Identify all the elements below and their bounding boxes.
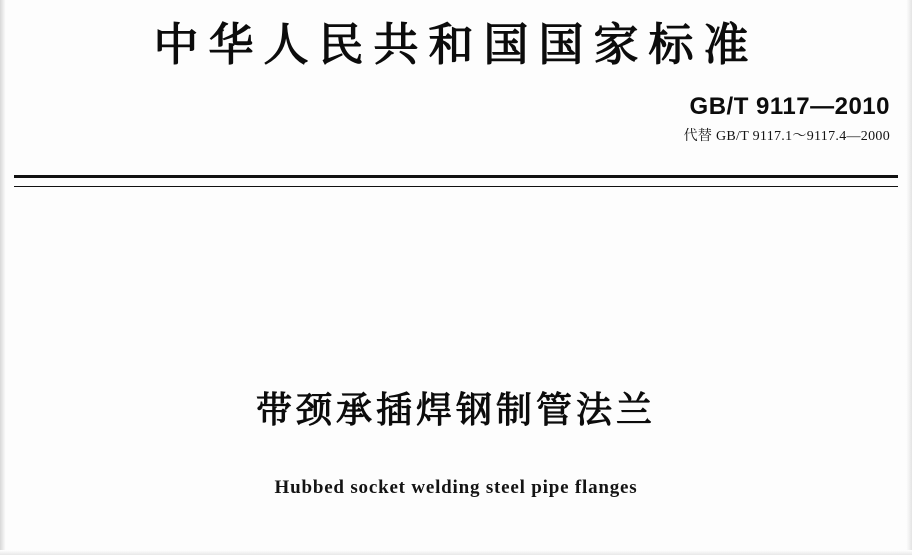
page-edge-shadow-right xyxy=(906,0,912,555)
header-rule-thin xyxy=(14,186,898,187)
document-title-english: Hubbed socket welding steel pipe flanges xyxy=(274,477,638,498)
standard-number: GB/T 9117—2010 xyxy=(689,93,890,120)
standard-number-block xyxy=(684,93,890,145)
page-edge-shadow-bottom xyxy=(0,550,912,555)
header-rule-thick xyxy=(14,175,898,178)
standard-replaces-note: 代替 GB/T 9117.1～9117.4—2000 xyxy=(683,128,890,144)
document-title-chinese: 带颈承插焊钢制管法兰 xyxy=(255,389,656,430)
national-standard-header: 中华人民共和国国家标准 xyxy=(153,20,759,70)
page-edge-shadow-left xyxy=(0,0,6,555)
